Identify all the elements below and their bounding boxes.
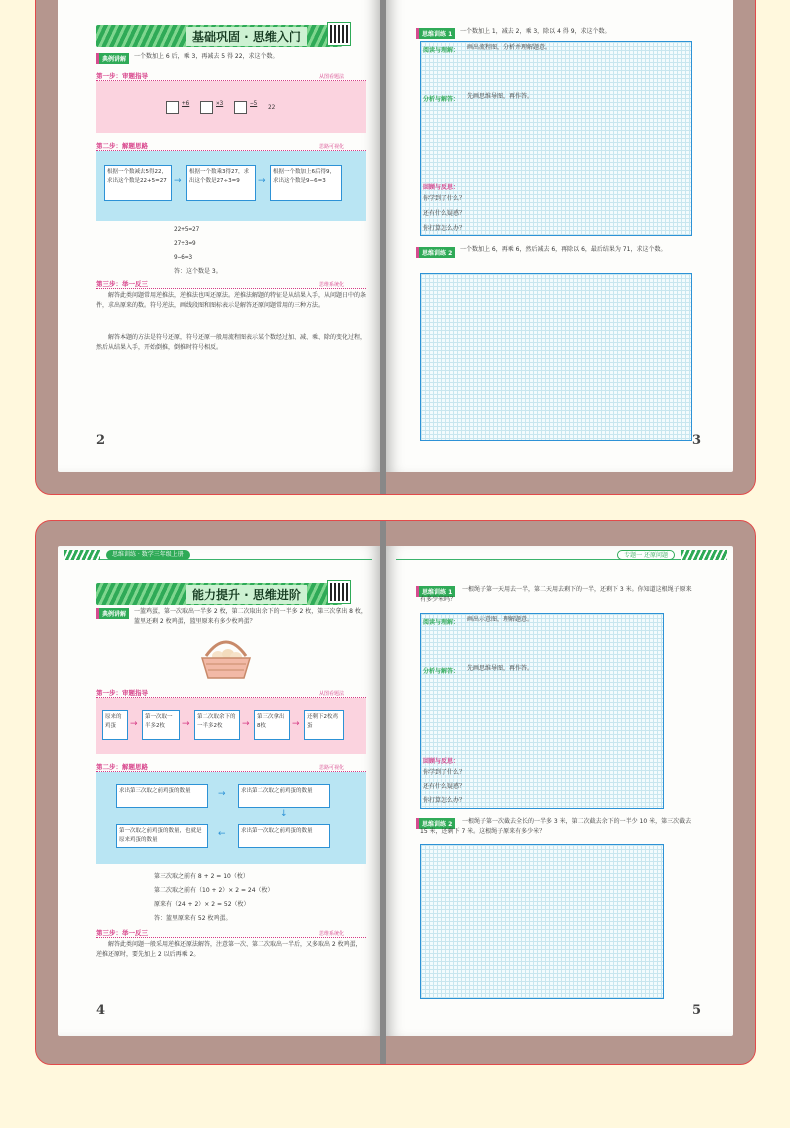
reflect-item: 你打算怎么办？ — [423, 225, 466, 232]
unknown-box — [234, 101, 247, 114]
egg-basket-image — [198, 634, 254, 682]
answer-grid-1[interactable] — [420, 613, 664, 809]
analyze-label: 分析与解答： — [423, 96, 460, 103]
step2-title: 第二步：解题思路 — [96, 762, 366, 772]
analyze-text: 先画思维导图，再作答。 — [467, 93, 534, 100]
read-label: 阅读与理解： — [423, 619, 460, 626]
page-number: 3 — [691, 433, 701, 448]
result-value: 22 — [268, 104, 276, 111]
reflect-item: 还有什么疑惑？ — [423, 783, 466, 790]
step1-tag: 从图看题法 — [318, 691, 344, 697]
arrow-right-icon: → — [130, 719, 138, 729]
answer-grid-1[interactable] — [420, 41, 692, 236]
page-3 — [386, 0, 733, 472]
training-1-text: 一个数加上 1，减去 2，乘 3，除以 4 得 9，求这个数。 — [460, 28, 611, 35]
step3-tag: 思维系统化 — [318, 282, 344, 288]
arrow-right-icon: → — [218, 789, 226, 799]
qr-code-icon — [328, 581, 350, 603]
training-2-text: 一个数加上 6，再乘 6，然后减去 6，再除以 6，最后结果为 71，求这个数。 — [460, 246, 667, 253]
example-text: 一篮鸡蛋，第一次取出一半多 2 枚，第二次取出余下的一半多 2 枚，第三次拿出 8 枚，篮里还剩 2 枚鸡蛋，篮里原来有多少枚鸡蛋？ — [134, 608, 367, 625]
book-spread-1 — [35, 0, 756, 495]
calc-line-2: 第二次取之前有（10 + 2）× 2 = 24（枚） — [154, 887, 274, 894]
page-number: 2 — [96, 433, 106, 448]
training-2-text: 一根绳子第一次截去全长的一半多 3 米，第二次截去余下的一半少 10 米，第三次截去 15 米，还剩下 7 米。这根绳子原来有多少米？ — [420, 818, 692, 835]
flow-node-4: 第三次拿出8枚 — [254, 710, 290, 740]
flow-box-3: 根据一个数加上6后得9，求出这个数是9−6=3 — [270, 165, 342, 201]
section-banner — [96, 25, 342, 47]
calc-line-3: 原来有（24 + 2）× 2 = 52（枚） — [154, 901, 250, 908]
reflect-item: 你学到了什么？ — [423, 195, 466, 202]
reflect-item: 你打算怎么办？ — [423, 797, 466, 804]
training-1-text: 一根绳子第一天用去一半，第二天用去剩下的一半，还剩下 3 米。你知道这根绳子原来有多少米吗？ — [420, 586, 692, 603]
flow-box-2: 求出第二次取之前鸡蛋的数量 — [238, 784, 330, 808]
flow-node-1: 原来的鸡蛋 — [102, 710, 128, 740]
banner-title: 能力提升 · 思维进阶 — [186, 585, 307, 604]
step1-tag: 从图看题法 — [318, 74, 344, 80]
training-1-label: 思维训练 1 — [416, 586, 455, 597]
example-text: 一个数加上 6 后，乘 3，再减去 5 得 22，求这个数。 — [134, 53, 279, 60]
unknown-box — [166, 101, 179, 114]
book-spread-2 — [35, 520, 756, 1065]
qr-code-icon — [328, 23, 350, 45]
step3-tag: 思维系统化 — [318, 931, 344, 937]
op-1: +6 — [182, 100, 190, 107]
page-number: 5 — [691, 1003, 701, 1018]
calc-line-2: 27÷3=9 — [174, 240, 196, 247]
step2-tag: 思路可视化 — [318, 765, 344, 771]
read-label: 阅读与理解： — [423, 47, 460, 54]
calc-line-1: 22+5=27 — [174, 226, 200, 233]
header-stripes — [681, 550, 727, 560]
step1-title: 第一步：审题指导 — [96, 71, 366, 81]
unknown-box — [200, 101, 213, 114]
header-tag: 专题一 还原问题 — [617, 550, 675, 560]
read-text: 画出流程图，分析并理解题意。 — [467, 44, 552, 51]
arrow-left-icon: ← — [218, 829, 226, 839]
training-1-label: 思维训练 1 — [416, 28, 455, 39]
arrow-right-icon: → — [242, 719, 250, 729]
arrow-down-icon: ↓ — [280, 809, 288, 819]
page-2 — [58, 0, 380, 472]
step1-diagram — [96, 81, 366, 133]
analyze-label: 分析与解答： — [423, 668, 460, 675]
step2-flow — [96, 772, 366, 864]
arrow-right-icon: → — [292, 719, 300, 729]
flow-box-4: 第一次取之前鸡蛋的数量，也就是原来鸡蛋的数量 — [116, 824, 208, 848]
analyze-text: 先画思维导图，再作答。 — [467, 665, 534, 672]
banner-title: 基础巩固 · 思维入门 — [186, 27, 307, 46]
header-tag: 思维训练 · 数学三年级上册 — [106, 550, 190, 560]
paragraph: 解答此类问题一般采用逆推还原法解答，注意第一次、第二次取出一半后，又多取出 2 枚鸡蛋，逆推还原时，要先加上 2 以后再乘 2。 — [96, 941, 362, 958]
flow-node-3: 第二次取余下的一半多2枚 — [194, 710, 240, 740]
flow-box-3: 求出第一次取之前鸡蛋的数量 — [238, 824, 330, 848]
flow-box-1: 根据一个数减去5得22，求出这个数是22+5=27 — [104, 165, 172, 201]
step1-title: 第一步：审题指导 — [96, 688, 366, 698]
paragraph-2: 解答本题的方法是符号还原，符号还原一般用流程图表示某个数经过加、减、乘、除的变化过程，然后从结果入手，开始倒推，倒推时符号相反。 — [96, 334, 367, 351]
flow-node-2: 第一次取一半多2枚 — [142, 710, 180, 740]
answer: 答：篮里原来有 52 枚鸡蛋。 — [154, 915, 232, 922]
step2-tag: 思路可视化 — [318, 144, 344, 150]
answer-grid-2[interactable] — [420, 273, 692, 441]
reflect-label: 回顾与反思： — [423, 184, 460, 191]
training-2-label: 思维训练 2 — [416, 247, 455, 258]
page-header — [396, 550, 727, 560]
page-number: 4 — [96, 1003, 106, 1018]
section-banner — [96, 583, 342, 605]
flow-node-5: 还剩下2枚鸡蛋 — [304, 710, 344, 740]
reflect-item: 你学到了什么？ — [423, 769, 466, 776]
arrow-right-icon: → — [258, 176, 266, 186]
calc-line-3: 9−6=3 — [174, 254, 193, 261]
answer-grid-2[interactable] — [420, 844, 664, 999]
step3-title: 第三步：举一反三 — [96, 279, 366, 289]
page-5 — [386, 546, 733, 1036]
read-text: 画出示意图，理解题意。 — [467, 616, 534, 623]
step2-flow — [96, 151, 366, 221]
header-stripes — [64, 550, 100, 560]
step1-flow — [96, 698, 366, 754]
flow-box-2: 根据一个数乘3得27，求出这个数是27÷3=9 — [186, 165, 256, 201]
arrow-right-icon: → — [182, 719, 190, 729]
flow-box-1: 求出第三次取之前鸡蛋的数量 — [116, 784, 208, 808]
reflect-item: 还有什么疑惑？ — [423, 210, 466, 217]
example-label: 典例讲解 — [96, 53, 129, 64]
training-2-label: 思维训练 2 — [416, 818, 455, 829]
example-label: 典例讲解 — [96, 608, 129, 619]
step3-title: 第三步：举一反三 — [96, 928, 366, 938]
op-3: −5 — [250, 100, 258, 107]
reflect-label: 回顾与反思： — [423, 758, 460, 765]
paragraph-1: 解答此类问题常用逆推法，逆推法也叫还原法。逆推法解题的特征是从结果入手，从问题日中的条件，求出原来的数。符号逆法，画线段图和图标表示是解答还原问题常用的三种方法。 — [96, 292, 367, 309]
answer: 答：这个数是 3。 — [174, 268, 222, 275]
page-header — [64, 550, 372, 560]
step2-title: 第二步：解题思路 — [96, 141, 366, 151]
op-2: ×3 — [216, 100, 224, 107]
calc-line-1: 第三次取之前有 8 + 2 = 10（枚） — [154, 873, 249, 880]
arrow-right-icon: → — [174, 176, 182, 186]
page-4 — [58, 546, 380, 1036]
